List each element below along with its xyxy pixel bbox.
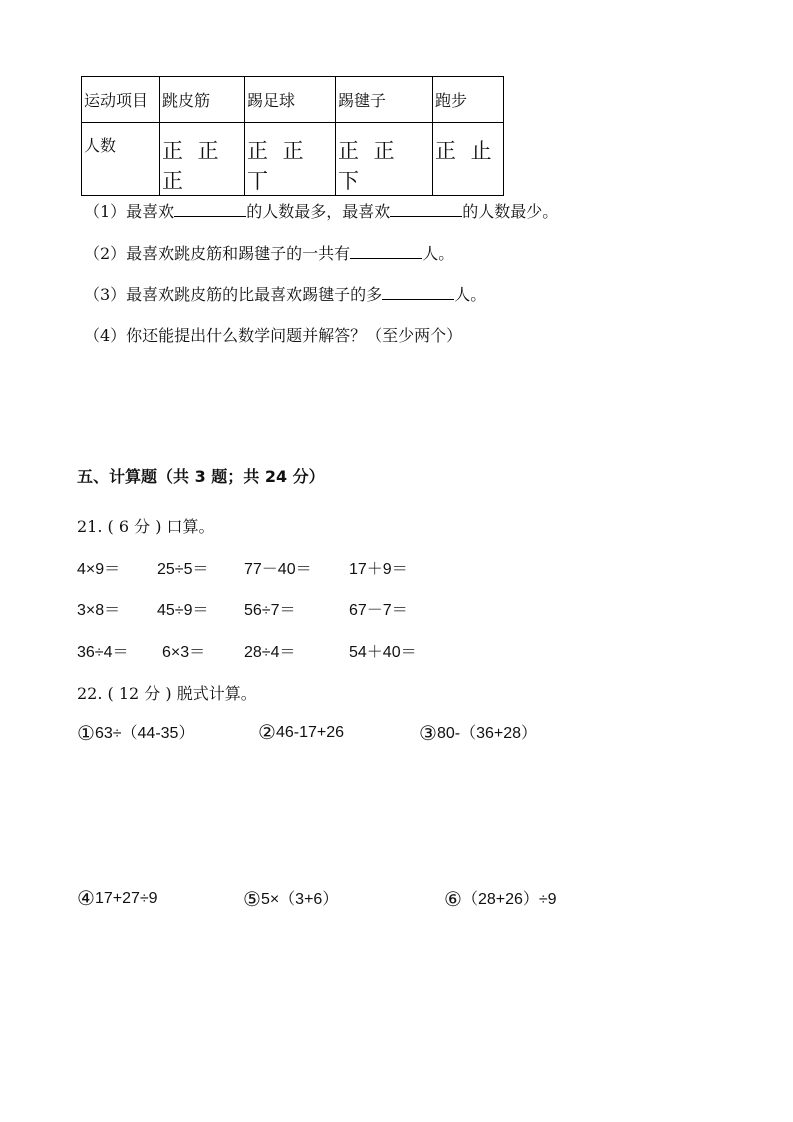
q21-header: 21. ( 6 分 ) 口算。 <box>77 517 215 536</box>
answer-blank[interactable] <box>174 202 246 217</box>
answer-blank[interactable] <box>350 244 422 259</box>
step-calc-item <box>77 720 194 745</box>
oral-calc-item: 4×9＝ <box>77 561 121 578</box>
question-text: 人。 <box>422 244 455 263</box>
oral-calc-item: 54＋40＝ <box>349 644 417 661</box>
answer-blank[interactable] <box>382 285 454 300</box>
question-3 <box>84 282 486 305</box>
oral-calc-item: 45÷9＝ <box>157 602 209 619</box>
oral-calc-item: 28÷4＝ <box>244 644 296 661</box>
question-text: （2）最喜欢跳皮筋和踢毽子的一共有 <box>84 244 351 263</box>
section-title: 五、计算题（共 3 题；共 24 分） <box>77 467 325 486</box>
oral-calc-item: 17＋9＝ <box>349 561 408 578</box>
table-header-cell: 跳皮筋 <box>160 77 245 123</box>
tally-table <box>81 76 504 196</box>
table-row <box>82 123 504 196</box>
circled-number: ③ <box>419 721 437 745</box>
expression: （28+26）÷9 <box>461 891 557 908</box>
question-text: （1）最喜欢 <box>84 202 175 221</box>
table-header-cell: 运动项目 <box>82 77 160 123</box>
question-text: 的人数最少。 <box>462 202 559 221</box>
question-text: （3）最喜欢跳皮筋的比最喜欢踢毽子的多 <box>84 285 383 304</box>
question-4: （4）你还能提出什么数学问题并解答？（至少两个） <box>84 326 463 345</box>
tally-marks: 正 正 丅 <box>247 139 308 193</box>
question-1 <box>84 199 558 222</box>
step-calc-item <box>444 886 557 911</box>
expression: 17+27÷9 <box>94 890 158 907</box>
question-text: 的人数最多，最喜欢 <box>246 202 391 221</box>
table-header-row <box>82 77 504 123</box>
oral-calc-item: 56÷7＝ <box>244 602 296 619</box>
oral-calc-item: 6×3＝ <box>162 644 206 661</box>
answer-blank[interactable] <box>390 202 462 217</box>
expression: 63÷（44-35） <box>94 725 195 742</box>
step-calc-item <box>258 720 344 744</box>
tally-cell <box>245 123 336 196</box>
tally-cell <box>433 123 504 196</box>
oral-calc-item: 77－40＝ <box>244 561 312 578</box>
step-calc-item <box>419 720 537 745</box>
oral-calc-item: 3×8＝ <box>77 602 121 619</box>
question-2 <box>84 241 454 264</box>
tally-marks: 正 正 下 <box>338 139 399 193</box>
circled-number: ⑤ <box>243 887 261 911</box>
row-label-cell: 人数 <box>82 123 160 196</box>
oral-calc-item: 25÷5＝ <box>157 561 209 578</box>
step-calc-item <box>243 886 338 911</box>
oral-calc-item: 67－7＝ <box>349 602 408 619</box>
oral-calc-item: 36÷4＝ <box>77 644 129 661</box>
q22-header: 22. ( 12 分 ) 脱式计算。 <box>77 684 257 703</box>
step-calc-item <box>77 886 158 910</box>
table-header-cell: 跑步 <box>433 77 504 123</box>
tally-marks: 正 正 正 <box>162 139 223 193</box>
expression: 5×（3+6） <box>260 891 339 908</box>
question-text: 人。 <box>454 285 487 304</box>
expression: 46-17+26 <box>275 724 344 741</box>
tally-cell <box>336 123 433 196</box>
table-header-cell: 踢毽子 <box>336 77 433 123</box>
table-header-cell: 踢足球 <box>245 77 336 123</box>
tally-marks: 正 止 <box>435 139 496 163</box>
circled-number: ① <box>77 721 95 745</box>
circled-number: ⑥ <box>444 887 462 911</box>
expression: 80-（36+28） <box>436 725 538 742</box>
circled-number: ④ <box>77 886 95 910</box>
tally-cell <box>160 123 245 196</box>
circled-number: ② <box>258 720 276 744</box>
